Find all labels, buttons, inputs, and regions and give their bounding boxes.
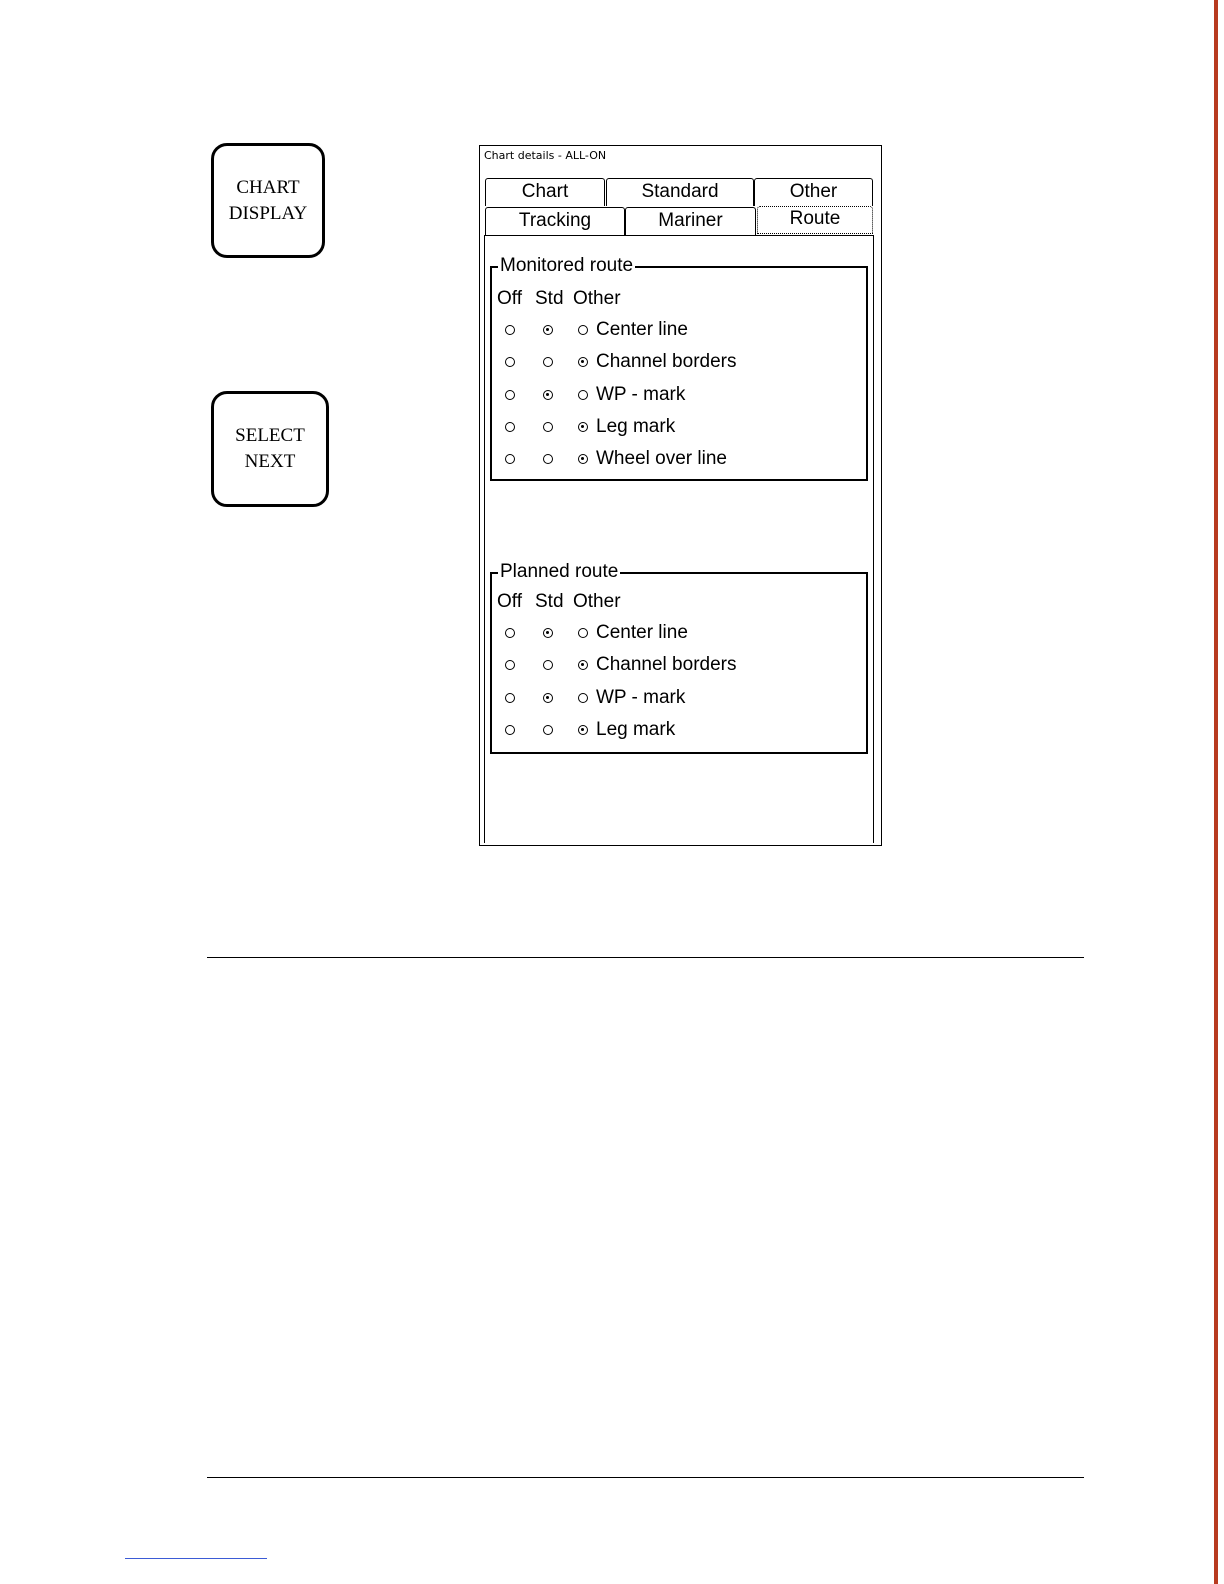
planned-leg-mark-label: Leg mark (596, 719, 676, 740)
chart-details-dialog (479, 145, 882, 846)
tab-standard[interactable]: Standard (606, 178, 754, 206)
monitored-center-line-other-radio[interactable] (578, 325, 588, 335)
tab-mariner[interactable]: Mariner (625, 207, 756, 236)
section-divider (207, 957, 1084, 958)
planned-center-line-off-radio[interactable] (505, 628, 515, 638)
planned-center-line-other-radio[interactable] (578, 628, 588, 638)
footer-link-underline (125, 1558, 267, 1559)
select-next-key-line2: NEXT (244, 451, 296, 472)
planned-leg-mark-std-radio[interactable] (543, 725, 553, 735)
monitored-center-line-label: Center line (596, 319, 688, 340)
monitored-wp-mark-off-radio[interactable] (505, 390, 515, 400)
planned-leg-mark-off-radio[interactable] (505, 725, 515, 735)
select-next-key[interactable] (211, 391, 329, 507)
monitored-leg-mark-std-radio[interactable] (543, 422, 553, 432)
monitored-center-line-off-radio[interactable] (505, 325, 515, 335)
planned-route-title: Planned route (500, 561, 619, 582)
monitored-col-std: Std (535, 288, 564, 309)
select-next-key-line1: SELECT (235, 425, 305, 446)
monitored-leg-mark-other-radio[interactable] (578, 422, 588, 432)
footer-divider (207, 1477, 1084, 1478)
monitored-wp-mark-label: WP - mark (596, 384, 686, 405)
tab-tracking[interactable]: Tracking (485, 207, 625, 236)
planned-wp-mark-other-radio[interactable] (578, 693, 588, 703)
planned-center-line-label: Center line (596, 622, 688, 643)
planned-wp-mark-label: WP - mark (596, 687, 686, 708)
tab-other[interactable]: Other (754, 178, 873, 206)
planned-col-other: Other (573, 591, 621, 612)
monitored-route-title: Monitored route (500, 255, 634, 276)
planned-col-std: Std (535, 591, 564, 612)
planned-leg-mark-other-radio[interactable] (578, 725, 588, 735)
dialog-title: Chart details - ALL-ON (484, 149, 607, 162)
tab-chart[interactable]: Chart (485, 178, 605, 206)
tab-route[interactable]: Route (757, 206, 873, 234)
monitored-wheel-over-line-off-radio[interactable] (505, 454, 515, 464)
monitored-wp-mark-std-radio[interactable] (543, 390, 553, 400)
monitored-channel-borders-other-radio[interactable] (578, 357, 588, 367)
planned-channel-borders-std-radio[interactable] (543, 660, 553, 670)
monitored-wheel-over-line-other-radio[interactable] (578, 454, 588, 464)
planned-channel-borders-label: Channel borders (596, 654, 737, 675)
monitored-col-other: Other (573, 288, 621, 309)
chart-display-key-line2: DISPLAY (228, 202, 308, 224)
monitored-channel-borders-off-radio[interactable] (505, 357, 515, 367)
monitored-leg-mark-off-radio[interactable] (505, 422, 515, 432)
planned-channel-borders-other-radio[interactable] (578, 660, 588, 670)
planned-wp-mark-std-radio[interactable] (543, 693, 553, 703)
planned-wp-mark-off-radio[interactable] (505, 693, 515, 703)
planned-channel-borders-off-radio[interactable] (505, 660, 515, 670)
chart-display-key-line1: CHART (236, 176, 300, 198)
page-edge-line (1214, 0, 1218, 1584)
monitored-channel-borders-std-radio[interactable] (543, 357, 553, 367)
chart-display-key[interactable] (211, 143, 325, 258)
monitored-wheel-over-line-std-radio[interactable] (543, 454, 553, 464)
planned-center-line-std-radio[interactable] (543, 628, 553, 638)
monitored-channel-borders-label: Channel borders (596, 351, 737, 372)
monitored-wp-mark-other-radio[interactable] (578, 390, 588, 400)
monitored-center-line-std-radio[interactable] (543, 325, 553, 335)
monitored-col-off: Off (497, 288, 522, 309)
planned-col-off: Off (497, 591, 522, 612)
monitored-leg-mark-label: Leg mark (596, 416, 676, 437)
monitored-wheel-over-line-label: Wheel over line (596, 448, 727, 469)
